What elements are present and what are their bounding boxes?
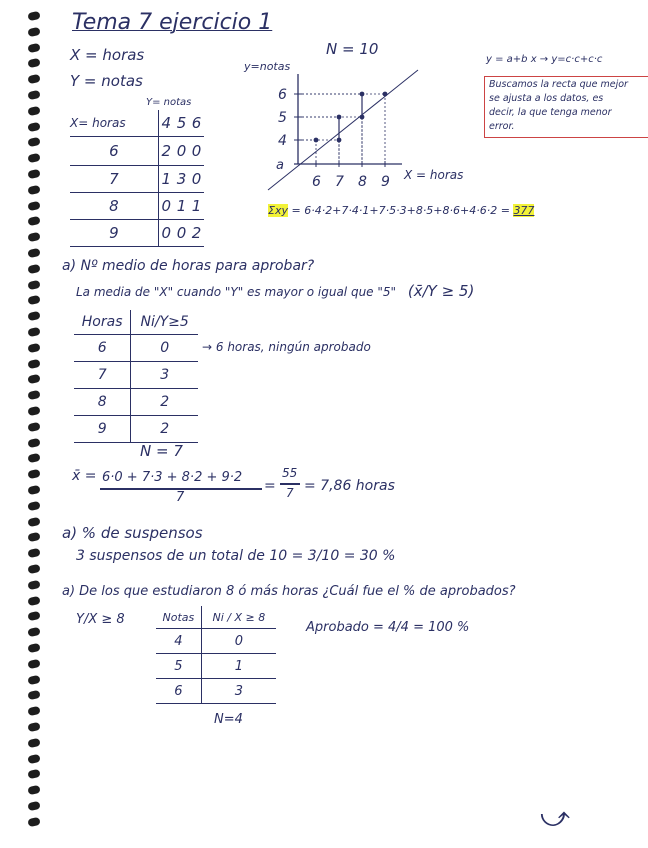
x-tick-label: 8 (358, 174, 367, 190)
mean-frac-den: 7 (286, 486, 294, 500)
definition-x: X = horas (70, 46, 145, 64)
table1-x-6: 6 (70, 137, 158, 166)
question-a1-line (76, 282, 474, 300)
table1-col-5: 5 (174, 110, 189, 137)
table2-cell: 9 (74, 416, 131, 443)
table1-x-8: 8 (70, 193, 158, 220)
x-tick-label: 6 (312, 174, 321, 190)
table1-cell: 3 (174, 166, 189, 193)
sum-xy-line (268, 204, 534, 217)
definition-y: Y = notas (70, 72, 143, 90)
x-tick-label: 7 (335, 174, 344, 190)
data-point (360, 115, 365, 120)
a3-header-ni: Ni / X ≥ 8 (201, 606, 276, 629)
y-tick-label: 4 (278, 133, 287, 149)
a3-cell: 4 (156, 629, 201, 654)
table1-cell: 0 (158, 220, 174, 247)
mean-equals: = (264, 478, 276, 494)
chart-origin-label: a (276, 158, 284, 173)
table1-cell: 0 (174, 137, 189, 166)
a3-cell: 6 (156, 679, 201, 704)
sum-xy-result: 377 (513, 204, 535, 217)
y-tick-label: 6 (278, 87, 287, 103)
approved-table (74, 310, 198, 443)
data-point (360, 92, 365, 97)
a3-header-notas: Notas (156, 606, 201, 629)
table2-note: → 6 horas, ningún aprobado (202, 340, 371, 354)
x-tick-label: 9 (381, 174, 390, 190)
a3-cell: 1 (201, 654, 276, 679)
a3-n-label: N=4 (214, 712, 243, 727)
mean-result: = 7,86 horas (304, 478, 395, 494)
question-a2-heading: a) % de suspensos (62, 524, 203, 542)
table1-x-9: 9 (70, 220, 158, 247)
question-a3-heading: a) De los que estudiaron 8 ó más horas ¿Cuál fue el % de aprobados? (62, 584, 516, 599)
table2-header-horas: Horas (74, 310, 131, 335)
table2-cell: 0 (131, 335, 198, 362)
mean-lhs: x̄ = (72, 468, 97, 484)
mean-frac-num: 55 (282, 466, 298, 480)
signature-scribble: ⤻ (540, 800, 570, 833)
a3-cell: 0 (201, 629, 276, 654)
data-point (337, 138, 342, 143)
table1-cell: 2 (189, 220, 204, 247)
explanation-box (484, 76, 648, 138)
table2-cell: 2 (131, 416, 198, 443)
question-a2-answer: 3 suspensos de un total de 10 = 3/10 = 30 % (76, 548, 396, 564)
regression-line (268, 70, 418, 190)
page-title: Tema 7 ejercicio 1 (72, 10, 273, 35)
table1-col-label: Y= notas (146, 97, 192, 108)
table1-cell: 1 (158, 166, 174, 193)
a3-cell: 5 (156, 654, 201, 679)
mean-numerator: 6·0 + 7·3 + 8·2 + 9·2 (102, 470, 243, 485)
table2-n-label: N = 7 (140, 442, 183, 460)
chart-xlabel: X = horas (404, 168, 464, 182)
explanation-line: se ajusta a los datos, es (489, 93, 604, 104)
table2-cell: 8 (74, 389, 131, 416)
table1-col-6: 6 (189, 110, 204, 137)
data-point (383, 92, 388, 97)
data-point (337, 115, 342, 120)
a3-answer: Aprobado = 4/4 = 100 % (306, 620, 470, 635)
sum-xy-label: Σxy (268, 204, 288, 217)
question-a1-description: La media de "X" cuando "Y" es mayor o igual que "5" (76, 285, 397, 299)
table2-cell: 7 (74, 362, 131, 389)
table2-cell: 2 (131, 389, 198, 416)
table2-cell: 3 (131, 362, 198, 389)
model-formula: y = a+b x → y=c·c+c·c (486, 54, 603, 65)
a3-cell: 3 (201, 679, 276, 704)
table2-header-ni: Ni/Y≥5 (131, 310, 198, 335)
table1-cell: 0 (189, 166, 204, 193)
table1-cell: 1 (189, 193, 204, 220)
mean-denominator: 7 (176, 490, 185, 505)
explanation-line: decir, la que tenga menor (489, 107, 612, 118)
explanation-line: Buscamos la recta que mejor (489, 79, 628, 90)
table1-cell: 0 (158, 193, 174, 220)
question-a3-condition: Y/X ≥ 8 (76, 612, 125, 627)
table2-cell: 6 (74, 335, 131, 362)
question-a1-condition: (x̄/Y ≥ 5) (407, 282, 475, 300)
sum-xy-expression: = 6·4·2+7·4·1+7·5·3+8·5+8·6+4·6·2 = (291, 204, 510, 217)
chart-ylabel: y=notas (244, 60, 291, 73)
data-point (314, 138, 319, 143)
a3-table (156, 606, 276, 704)
table1-x-7: 7 (70, 166, 158, 193)
mean-frac-bar (280, 483, 300, 485)
table1-col-4: 4 (158, 110, 174, 137)
question-a1-heading: a) Nº medio de horas para aprobar? (62, 258, 315, 274)
table1-cell: 2 (158, 137, 174, 166)
table1-row-label: X= horas (70, 110, 158, 137)
n-total: N = 10 (326, 40, 379, 58)
table1-cell: 0 (174, 220, 189, 247)
table1-cell: 0 (189, 137, 204, 166)
explanation-line: error. (489, 121, 515, 132)
y-tick-label: 5 (278, 110, 287, 126)
table1-cell: 1 (174, 193, 189, 220)
